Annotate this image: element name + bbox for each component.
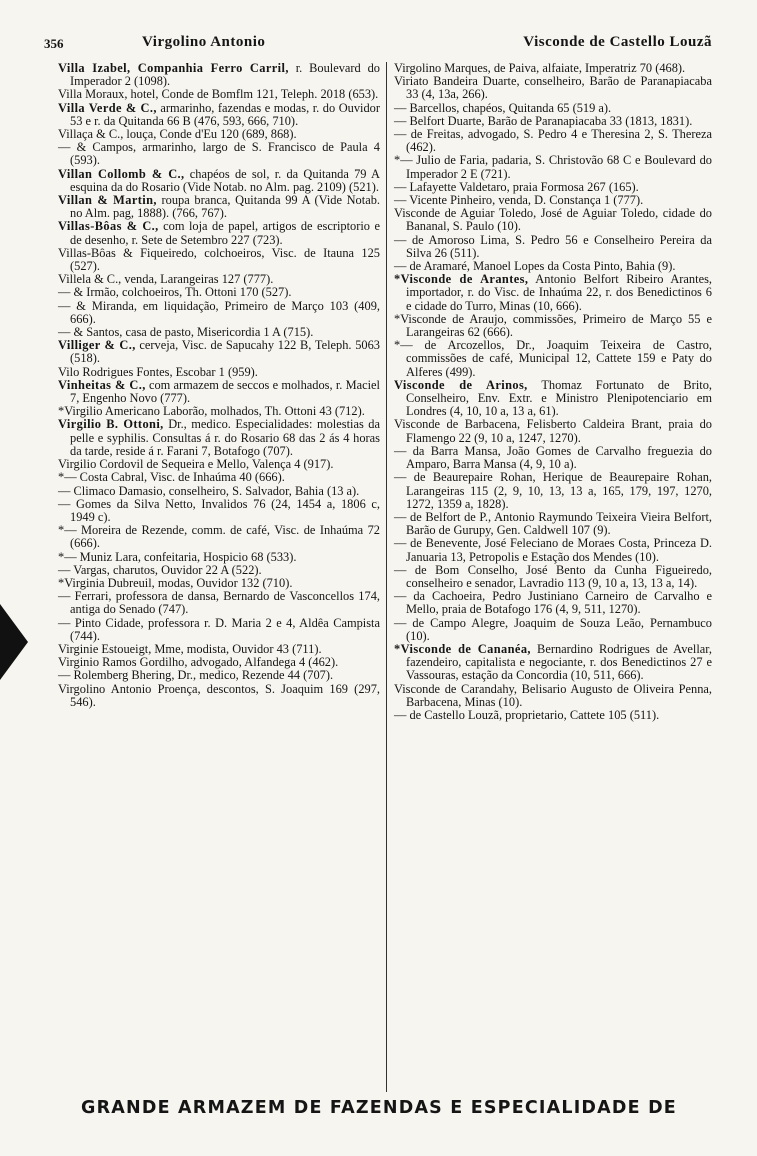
directory-entry <box>394 445 712 471</box>
entry-details: Villa Moraux, hotel, Conde de Bomflm 121, Teleph. 2018 (653). <box>58 87 379 102</box>
directory-entry <box>58 524 380 550</box>
running-head-left: Virgolino Antonio <box>142 34 266 50</box>
entry-details: — Gomes da Silva Netto, Invalidos 76 (24, 1454 a, 1806 c, 1949 c). <box>58 496 380 524</box>
directory-entry <box>394 339 712 379</box>
directory-entry <box>394 207 712 233</box>
entry-details: — de Campo Alegre, Joaquim de Souza Leão, Pernambuco (10). <box>394 615 712 643</box>
directory-entry <box>394 564 712 590</box>
entry-details: Virgolino Marques, de Paiva, alfaiate, Imperatriz 70 (468). <box>394 61 686 75</box>
entry-name: Villiger & C., <box>58 338 136 353</box>
directory-entry <box>394 537 712 563</box>
directory-entry <box>58 102 380 128</box>
entry-details: cerveja, Visc. de Sapucahy 122 B, Teleph. 5063 (518). <box>70 338 380 366</box>
entry-details: — de Bom Conselho, José Bento da Cunha Figueiredo, conselheiro e senador, Lavradio 113 (9, 10 a, 13, 13 a, 14). <box>394 562 712 590</box>
directory-entry <box>394 590 712 616</box>
directory-entry <box>58 220 380 246</box>
directory-entry <box>58 339 380 365</box>
entry-details: *— Julio de Faria, padaria, S. Christovão 68 C e Boulevard do Imperador 2 E (721). <box>394 153 712 181</box>
directory-entry <box>394 643 712 683</box>
footer-advertisement: GRANDE ARMAZEM DE FAZENDAS E ESPECIALIDADE DE <box>81 1098 677 1118</box>
entry-details: Visconde de Carandahy, Belisario Augusto de Oliveira Penna, Barbacena, Minas (10). <box>394 681 712 709</box>
entry-details: chapéos de sol, r. da Quitanda 79 A esquina da do Rosario (Vide Notab. no Alm. pag. 2109) (521). <box>70 166 380 194</box>
directory-entry <box>394 128 712 154</box>
directory-entry <box>58 247 380 273</box>
entry-name: Villa Verde & C., <box>58 100 157 115</box>
entry-name: Villa Izabel, Companhia Ferro Carril, <box>58 61 289 75</box>
entry-details: — Climaco Damasio, conselheiro, S. Salvador, Bahia (13 a). <box>58 483 360 498</box>
directory-entry <box>394 418 712 444</box>
entry-details: Virginio Ramos Gordilho, advogado, Alfandega 4 (462). <box>58 655 339 670</box>
entry-name: Virgilio B. Ottoni, <box>58 417 164 432</box>
entry-details: — de Aramaré, Manoel Lopes da Costa Pinto, Bahia (9). <box>394 259 676 274</box>
entry-details: — & Santos, casa de pasto, Misericordia 1 A (715). <box>58 325 314 340</box>
entry-details: roupa branca, Quitanda 99 A (Vide Notab. no Alm. pag, 1888). (766, 767). <box>70 193 380 221</box>
directory-entry <box>394 154 712 180</box>
entry-details: — Vicente Pinheiro, venda, D. Constança 1 (777). <box>394 193 644 208</box>
directory-entry <box>394 379 712 419</box>
entry-details: *— Muniz Lara, confeitaria, Hospicio 68 (533). <box>58 549 297 564</box>
entry-details: com loja de papel, artigos de escriptorio e de desenho, r. Sete de Setembro 227 (723). <box>70 219 380 247</box>
entry-name: Villas-Bôas & C., <box>58 219 159 234</box>
directory-entry <box>394 709 712 722</box>
directory-entry <box>394 75 712 101</box>
entry-details: Visconde de Aguiar Toledo, José de Aguiar Toledo, cidade do Bananal, S. Paulo (10). <box>394 206 712 234</box>
entry-details: — Belfort Duarte, Barão de Paranapiacaba 33 (1813, 1831). <box>394 113 693 128</box>
directory-entry <box>58 498 380 524</box>
entry-details: — da Barra Mansa, João Gomes de Carvalho freguezia do Amparo, Barra Mansa (4, 9, 10 a). <box>394 443 712 472</box>
entry-details: — de Castello Louzã, proprietario, Cattete 105 (511). <box>394 707 660 722</box>
directory-entry <box>394 313 712 339</box>
directory-entry <box>58 141 380 167</box>
entry-details: Visconde de Barbacena, Felisberto Caldeira Brant, praia do Flamengo 22 (9, 10 a, 1247, 1270). <box>394 417 712 445</box>
directory-entry <box>58 62 380 88</box>
entry-details: — Lafayette Valdetaro, praia Formosa 267 (165). <box>394 179 639 194</box>
entry-name: Villan & Martin, <box>58 193 157 208</box>
entry-details: — & Irmão, colchoeiros, Th. Ottoni 170 (527). <box>58 285 292 300</box>
directory-entry <box>394 471 712 511</box>
entry-details: Bernardino Rodrigues de Avellar, fazendeiro, capitalista e negociante, r. dos Benedictinos 27 e Vassouras, estação da Concordia (10, 511, 666). <box>406 641 713 683</box>
entry-details: armarinho, fazendas e modas, r. do Ouvidor 53 e r. da Quitanda 66 B (476, 593, 666, 710). <box>70 100 381 128</box>
right-column <box>394 62 712 722</box>
directory-entry <box>58 194 380 220</box>
entry-details: *Virginia Dubreuil, modas, Ouvidor 132 (710). <box>58 575 293 590</box>
entry-details: Virginie Estoueigt, Mme, modista, Ouvidor 43 (711). <box>58 641 322 656</box>
entry-details: Antonio Belfort Ribeiro Arantes, importador, r. do Visc. de Inhaúma 22, r. dos Benedictinos 6 e cidade do Turro, Minas (10, 666). <box>406 272 712 313</box>
margin-pointer-mark <box>0 604 28 680</box>
entry-details: *— de Arcozellos, Dr., Joaquim Teixeira de Castro, commissões de café, Municipal 12, Cattete 159 e Paty do Alferes (499). <box>394 338 712 379</box>
entry-name: *Visconde de Cananéa, <box>394 641 531 656</box>
entry-details: *— Costa Cabral, Visc. de Inhaúma 40 (666). <box>58 470 285 485</box>
entry-name: Visconde de Arinos, <box>394 377 528 392</box>
entry-details: *— Moreira de Rezende, comm. de café, Visc. de Inhaúma 72 (666). <box>58 523 380 551</box>
entry-details: Virgolino Antonio Proença, descontos, S. Joaquim 169 (297, 546). <box>58 681 380 709</box>
directory-entry <box>394 273 712 313</box>
entry-details: Thomaz Fortunato de Brito, Conselheiro, Env. Extr. e Ministro Plenipotenciario em Londres (4, 10, 10 a, 13 a, 61). <box>406 377 712 419</box>
entry-details: — de Freitas, advogado, S. Pedro 4 e Theresina 2, S. Thereza (462). <box>394 127 712 155</box>
entry-details: — Rolemberg Bhering, Dr., medico, Rezende 44 (707). <box>58 668 334 683</box>
entry-details: — de Belfort de P., Antonio Raymundo Teixeira Vieira Belfort, Barão de Gurupy, Gen. Caldwell 107 (9). <box>394 509 712 538</box>
directory-entry <box>394 234 712 260</box>
entry-details: Vilo Rodrigues Fontes, Escobar 1 (959). <box>58 364 258 379</box>
directory-entry <box>394 617 712 643</box>
entry-details: Virgilio Cordovil de Sequeira e Mello, Valença 4 (917). <box>58 457 334 472</box>
entry-details: Dr., medico. Especialidades: molestias da pelle e syphilis. Consultas á r. do Rosario 68 das 2 ás 4 horas da tarde, reside á r. Farani 7, Botafogo (707). <box>70 417 380 458</box>
entry-details: — de Beaurepaire Rohan, Herique de Beaurepaire Rohan, Larangeiras 115 (2, 9, 10, 13, 13 a, 165, 179, 197, 1270, 1272, 1359 a, 1828). <box>394 470 712 511</box>
entry-details: — & Miranda, em liquidação, Primeiro de Março 103 (409, 666). <box>58 298 380 326</box>
directory-entry <box>58 418 380 458</box>
entry-details: Villaça & C., louça, Conde d'Eu 120 (689, 868). <box>58 127 297 142</box>
directory-entry <box>394 683 712 709</box>
column-divider <box>386 62 387 1092</box>
entry-details: — Ferrari, professora de dansa, Bernardo de Vasconcellos 174, antiga do Senado (747). <box>58 589 380 617</box>
directory-entry <box>394 511 712 537</box>
directory-entry <box>58 168 380 194</box>
entry-details: Viriato Bandeira Duarte, conselheiro, Barão de Paranapiacaba 33 (4, 13a, 266). <box>394 74 712 102</box>
entry-details: — & Campos, armarinho, largo de S. Francisco de Paula 4 (593). <box>58 140 380 168</box>
page-number: 356 <box>44 36 64 51</box>
entry-details: — Pinto Cidade, professora r. D. Maria 2 e 4, Aldêa Campista (744). <box>58 615 380 643</box>
running-head-right: Visconde de Castello Louzã <box>523 34 712 50</box>
left-column <box>58 62 380 709</box>
entry-name: *Visconde de Arantes, <box>394 272 529 287</box>
directory-entry <box>58 590 380 616</box>
entry-details: Villela & C., venda, Larangeiras 127 (777). <box>58 272 274 287</box>
entry-details: *Visconde de Araujo, commissões, Primeiro de Março 55 e Larangeiras 62 (666). <box>394 311 712 340</box>
entry-details: — de Benevente, José Feleciano de Moraes Costa, Princeza D. Januaria 13, Petropolis e Estação dos Mendes (10). <box>394 536 712 564</box>
entry-details: Villas-Bôas & Fiqueiredo, colchoeiros, Visc. de Itauna 125 (527). <box>58 245 380 274</box>
directory-entry <box>58 617 380 643</box>
directory-entry <box>58 683 380 709</box>
page-header <box>44 34 712 58</box>
directory-entry <box>58 300 380 326</box>
entry-details: — de Amoroso Lima, S. Pedro 56 e Conselheiro Pereira da Silva 26 (511). <box>394 232 712 260</box>
entry-details: *Virgilio Americano Laborão, molhados, Th. Ottoni 43 (712). <box>58 404 365 419</box>
entry-details: — da Cachoeira, Pedro Justiniano Carneiro de Carvalho e Mello, praia de Botafogo 176 (4, 9, 511, 1270). <box>394 589 712 617</box>
directory-entry <box>58 379 380 405</box>
entry-name: Villan Collomb & C., <box>58 166 185 181</box>
entry-name: Vinheitas & C., <box>58 377 146 392</box>
entry-details: — Barcellos, chapéos, Quitanda 65 (519 a). <box>394 100 612 115</box>
entry-details: com armazem de seccos e molhados, r. Maciel 7, Engenho Novo (777). <box>70 377 380 406</box>
entry-details: r. Boulevard do Imperador 2 (1098). <box>70 61 380 89</box>
entry-details: — Vargas, charutos, Ouvidor 22 A (522). <box>58 562 262 577</box>
